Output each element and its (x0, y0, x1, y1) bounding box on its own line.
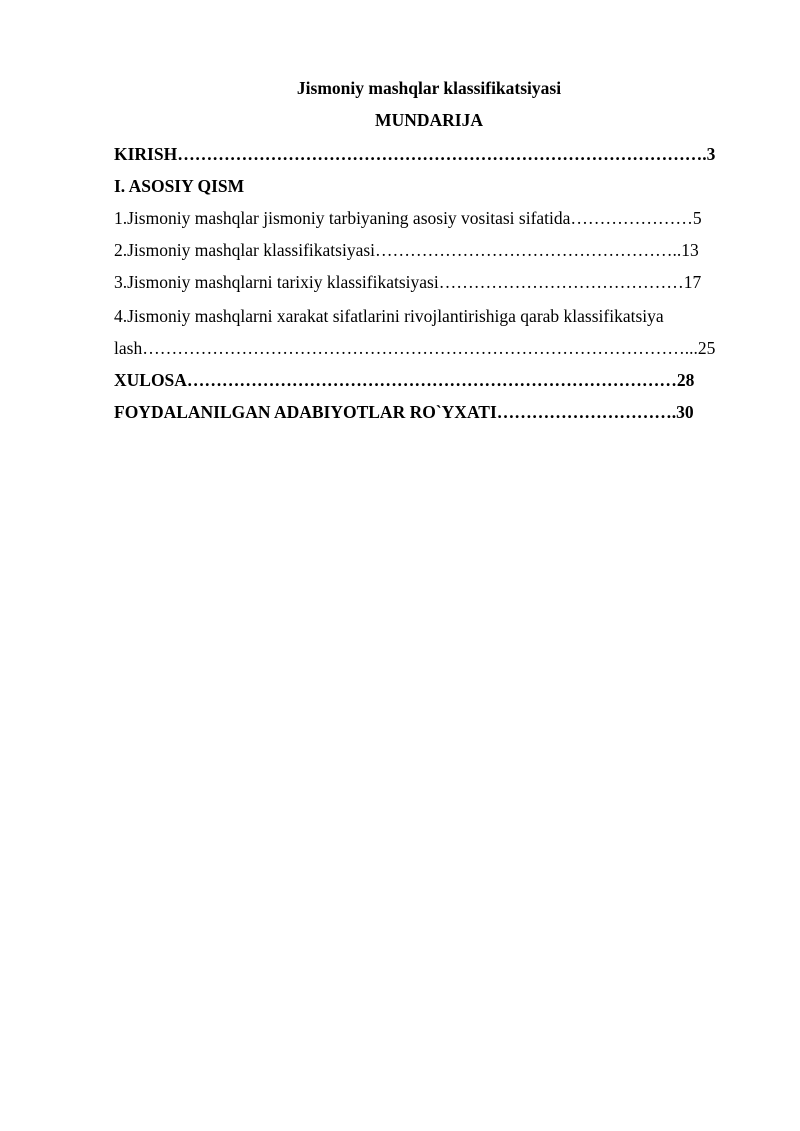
toc-entry-adabiyotlar: FOYDALANILGAN ADABIYOTLAR RO`YXATI………………………….30 (114, 402, 694, 422)
toc-heading: MUNDARIJA (375, 110, 483, 130)
toc-entry-4: 4.Jismoniy mashqlarni xarakat sifatlarini rivojlantirishiga qarab klassifikatsiya (114, 306, 664, 326)
toc-entry-asosiy-qism: I. ASOSIY QISM (114, 176, 245, 196)
toc-entry-4-continued: lash…………………………………………………………………………………...25 (114, 338, 716, 358)
toc-entry-1: 1.Jismoniy mashqlar jismoniy tarbiyaning asosiy vositasi sifatida…………………5 (114, 208, 702, 228)
toc-entry-kirish: KIRISH……………………………………………………………………………….3 (114, 144, 716, 164)
toc-entry-xulosa: XULOSA…………………………………………………………………………28 (114, 370, 695, 390)
document-title: Jismoniy mashqlar klassifikatsiyasi (296, 78, 562, 98)
toc-entry-2: 2.Jismoniy mashqlar klassifikatsiyasi……………………………………………..13 (114, 240, 699, 260)
toc-entry-3: 3.Jismoniy mashqlarni tarixiy klassifikatsiyasi……………………………………17 (114, 272, 702, 292)
